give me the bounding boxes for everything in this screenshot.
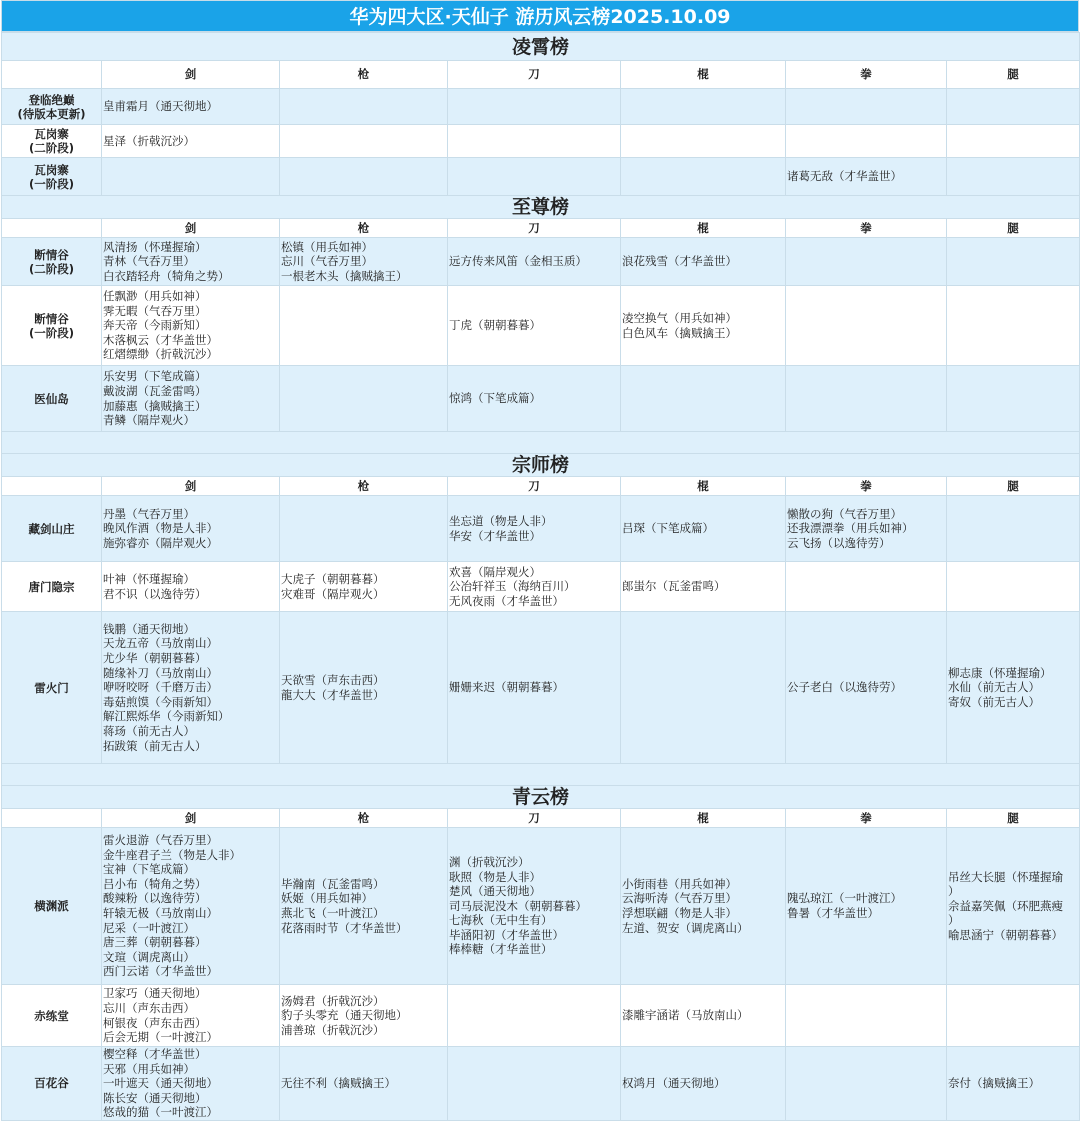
- table-row: [2, 1047, 1080, 1121]
- ranking-entry: 咿呀咬呀（千磨万击）: [103, 680, 218, 695]
- ranking-entry: ）: [948, 913, 960, 928]
- ranking-entry: 耿照（物是人非）: [449, 869, 541, 884]
- row-label-entry: 藏剑山庄: [28, 521, 75, 536]
- ranking-entry: 吕琛（下笔成篇）: [622, 521, 714, 536]
- ranking-entry: 诸葛无敌（才华盖世）: [787, 169, 902, 184]
- ranking-cell: [102, 985, 280, 1047]
- row-label-entry: 雷火门: [34, 680, 69, 695]
- table-row: [2, 828, 1080, 985]
- header-corner: [2, 809, 102, 828]
- ranking-cell: [786, 125, 947, 158]
- row-label-cell: [2, 562, 102, 612]
- column-header: 枪: [280, 809, 448, 828]
- ranking-cell: [102, 89, 280, 125]
- ranking-cell: [448, 286, 621, 366]
- row-label-entry: (一阶段): [28, 325, 74, 340]
- column-header: 腿: [947, 477, 1080, 496]
- column-header: 棍: [621, 219, 786, 238]
- ranking-cell: [102, 238, 280, 286]
- ranking-entry: 凌空换气（用兵如神）: [622, 310, 737, 325]
- ranking-entry: 左道、贺安（调虎离山）: [622, 920, 749, 935]
- row-label-cell: [2, 286, 102, 366]
- ranking-entry: 柯银夜（声东击西）: [103, 1015, 207, 1030]
- ranking-entry: 皇甫霜月（通天彻地）: [103, 99, 218, 114]
- ranking-entry: 酸辣粉（以逸待劳）: [103, 891, 207, 906]
- ranking-cell: [448, 238, 621, 286]
- table-row: [2, 985, 1080, 1047]
- row-label-cell: [2, 158, 102, 196]
- spacer-row: [2, 432, 1080, 454]
- ranking-entry: 解江熙烁华（今雨新知）: [103, 709, 230, 724]
- table-row: [2, 496, 1080, 562]
- ranking-cell: [280, 366, 448, 432]
- ranking-entry: 坐忘道（物是人非）: [449, 513, 553, 528]
- ranking-entry: 柳志康（怀瑾握瑜）: [948, 665, 1052, 680]
- ranking-entry: 云海听涛（气吞万里）: [622, 891, 737, 906]
- ranking-entry: 后会无期（一叶渡江）: [103, 1030, 218, 1045]
- table-row: [2, 286, 1080, 366]
- ranking-entry: 风清扬（怀瑾握瑜）: [103, 239, 207, 254]
- row-label-entry: (待版本更新): [17, 106, 86, 121]
- header-corner: [2, 219, 102, 238]
- ranking-cell: [621, 612, 786, 764]
- header-corner: [2, 61, 102, 89]
- ranking-cell: [448, 985, 621, 1047]
- section-title: 至尊榜: [2, 196, 1080, 219]
- table-row: [2, 238, 1080, 286]
- ranking-cell: [947, 158, 1080, 196]
- ranking-entry: 惊鸿（下笔成篇）: [449, 391, 541, 406]
- ranking-entry: 金牛座君子兰（物是人非）: [103, 847, 241, 862]
- column-header: 腿: [947, 219, 1080, 238]
- ranking-entry: 浮想联翩（物是人非）: [622, 906, 737, 920]
- ranking-entry: 白衣踏轻舟（犄角之势）: [103, 268, 230, 283]
- ranking-entry: 戴波湖（瓦釜雷鸣）: [103, 383, 207, 398]
- ranking-entry: 悠哉的猫（一叶渡江）: [103, 1105, 218, 1120]
- ranking-cell: [947, 828, 1080, 985]
- ranking-entry: 木落枫云（才华盖世）: [103, 332, 218, 347]
- ranking-entry: 云飞扬（以逸待劳）: [787, 535, 891, 550]
- ranking-entry: 灾难哥（隔岸观火）: [281, 586, 385, 601]
- ranking-entry: 佘益嘉笑佩（环肥燕瘦: [948, 898, 1063, 913]
- section-title: 凌霄榜: [2, 33, 1080, 61]
- ranking-entry: 叶神（怀瑾握瑜）: [103, 571, 195, 586]
- ranking-cell: [947, 562, 1080, 612]
- ranking-entry: 华安（才华盖世）: [449, 528, 541, 543]
- ranking-cell: [448, 125, 621, 158]
- ranking-entry: 漆雕宇涵诺（马放南山）: [622, 1008, 749, 1023]
- ranking-entry: 松镇（用兵如神）: [281, 239, 373, 254]
- column-header: 拳: [786, 477, 947, 496]
- ranking-entry: 樱空释（才华盖世）: [103, 1047, 207, 1061]
- ranking-cell: [621, 496, 786, 562]
- ranking-cell: [280, 286, 448, 366]
- row-label-cell: [2, 1047, 102, 1121]
- row-label-cell: [2, 366, 102, 432]
- ranking-entry: 宝神（下笔成篇）: [103, 862, 195, 877]
- ranking-cell: [280, 612, 448, 764]
- row-label-entry: 断情谷: [34, 311, 69, 326]
- ranking-entry: 忘川（声东击西）: [103, 1000, 195, 1015]
- ranking-entry: 尼采（一叶渡江）: [103, 920, 195, 935]
- ranking-cell: [448, 828, 621, 985]
- ranking-entry: 毕瀚南（瓦釜雷鸣）: [281, 876, 385, 891]
- ranking-entry: 吕小布（犄角之势）: [103, 876, 207, 891]
- ranking-entry: 钱鹏（通天彻地）: [103, 621, 195, 636]
- ranking-entry: 寄奴（前无古人）: [948, 694, 1040, 709]
- ranking-cell: [102, 828, 280, 985]
- ranking-entry: 七海秋（无中生有）: [449, 913, 553, 928]
- ranking-entry: 大虎子（朝朝暮暮）: [281, 571, 385, 586]
- column-header: 剑: [102, 61, 280, 89]
- ranking-cell: [280, 238, 448, 286]
- section-title: 青云榜: [2, 786, 1080, 809]
- row-label-entry: (二阶段): [28, 141, 74, 155]
- ranking-cell: [947, 612, 1080, 764]
- ranking-cell: [280, 496, 448, 562]
- ranking-entry: 鲁暑（才华盖世）: [787, 906, 879, 920]
- ranking-cell: [448, 496, 621, 562]
- ranking-entry: 西门云诺（才华盖世）: [103, 964, 218, 979]
- ranking-cell: [947, 286, 1080, 366]
- ranking-entry: 郎蚩尔（瓦釜雷鸣）: [622, 579, 726, 594]
- row-label-entry: 断情谷: [34, 247, 69, 262]
- ranking-entry: 权鸿月（通天彻地）: [622, 1076, 726, 1091]
- ranking-entry: 忘川（气吞万里）: [281, 254, 373, 269]
- ranking-entry: 天欲雪（声东击西）: [281, 672, 385, 687]
- ranking-entry: 轩辕无极（马放南山）: [103, 906, 218, 920]
- ranking-entry: 青林（气吞万里）: [103, 254, 195, 269]
- ranking-entry: 奈付（擒贼擒王）: [948, 1076, 1040, 1091]
- row-label-cell: [2, 238, 102, 286]
- row-label-cell: [2, 89, 102, 125]
- row-label-entry: (一阶段): [28, 176, 74, 191]
- ranking-entry: 妖姬（用兵如神）: [281, 891, 373, 906]
- ranking-cell: [102, 562, 280, 612]
- header-corner: [2, 477, 102, 496]
- ranking-cell: [280, 89, 448, 125]
- row-label-entry: 瓦岗寨: [34, 127, 69, 141]
- column-header: 刀: [448, 61, 621, 89]
- ranking-cell: [786, 612, 947, 764]
- ranking-entry: 乐安男（下笔成篇）: [103, 369, 207, 384]
- column-header: 腿: [947, 61, 1080, 89]
- ranking-entry: 无往不利（擒贼擒王）: [281, 1076, 396, 1091]
- ranking-cell: [448, 612, 621, 764]
- column-header: 拳: [786, 219, 947, 238]
- column-header: 棍: [621, 61, 786, 89]
- row-label-cell: [2, 612, 102, 764]
- column-header: 腿: [947, 809, 1080, 828]
- ranking-cell: [448, 89, 621, 125]
- column-header: 剑: [102, 219, 280, 238]
- ranking-entry: 无风夜雨（才华盖世）: [449, 593, 564, 608]
- ranking-cell: [280, 1047, 448, 1121]
- row-label-cell: [2, 125, 102, 158]
- ranking-cell: [102, 366, 280, 432]
- ranking-cell: [102, 496, 280, 562]
- ranking-cell: [786, 985, 947, 1047]
- column-header: 刀: [448, 477, 621, 496]
- ranking-entry: 陈长安（通天彻地）: [103, 1090, 207, 1105]
- ranking-entry: 青鳞（隔岸观火）: [103, 413, 195, 428]
- column-header: 棍: [621, 477, 786, 496]
- ranking-entry: 晚风作酒（物是人非）: [103, 521, 218, 536]
- table-row: [2, 612, 1080, 764]
- ranking-entry: 文瑄（调虎离山）: [103, 949, 195, 964]
- spacer-row: [2, 764, 1080, 786]
- row-label-cell: [2, 828, 102, 985]
- ranking-entry: 雷火退游（气吞万里）: [103, 833, 218, 848]
- ranking-table: [1, 32, 1080, 1121]
- ranking-entry: 公子老白（以逸待劳）: [787, 680, 902, 695]
- ranking-entry: 浪花残雪（才华盖世）: [622, 254, 737, 269]
- ranking-cell: [786, 89, 947, 125]
- ranking-entry: 毒菇煎馍（今雨新知）: [103, 694, 218, 709]
- ranking-entry: 吊丝大长腿（怀瑾握瑜: [948, 869, 1063, 884]
- ranking-cell: [786, 366, 947, 432]
- ranking-entry: 楚风（通天彻地）: [449, 884, 541, 899]
- ranking-entry: 君不识（以逸待劳）: [103, 586, 207, 601]
- ranking-entry: 棒棒糖（才华盖世）: [449, 942, 553, 957]
- ranking-entry: 丹墨（气吞万里）: [103, 506, 195, 521]
- table-row: [2, 366, 1080, 432]
- row-label-entry: (二阶段): [28, 261, 74, 276]
- ranking-cell: [786, 158, 947, 196]
- ranking-entry: 渊（折戟沉沙）: [449, 854, 530, 869]
- ranking-cell: [947, 89, 1080, 125]
- column-header: 枪: [280, 61, 448, 89]
- row-label-entry: 登临绝巅: [28, 92, 75, 107]
- ranking-entry: 天邪（用兵如神）: [103, 1061, 195, 1076]
- row-label-cell: [2, 985, 102, 1047]
- column-header: 拳: [786, 61, 947, 89]
- ranking-cell: [280, 562, 448, 612]
- ranking-entry: 欢喜（隔岸观火）: [449, 564, 541, 579]
- column-header: 枪: [280, 219, 448, 238]
- ranking-cell: [448, 158, 621, 196]
- column-header: 剑: [102, 809, 280, 828]
- section-title: 宗师榜: [2, 454, 1080, 477]
- ranking-entry: 任飘渺（用兵如神）: [103, 289, 207, 304]
- ranking-entry: 红熠缥缈（折戟沉沙）: [103, 347, 218, 362]
- ranking-entry: 奔天帝（今雨新知）: [103, 318, 207, 333]
- ranking-entry: 随缘补刀（马放南山）: [103, 665, 218, 680]
- column-header: 拳: [786, 809, 947, 828]
- ranking-entry: 霁无暇（气吞万里）: [103, 303, 207, 318]
- ranking-cell: [947, 238, 1080, 286]
- ranking-entry: 尤少华（朝朝暮暮）: [103, 651, 207, 666]
- row-label-entry: 百花谷: [34, 1076, 69, 1091]
- ranking-cell: [786, 238, 947, 286]
- column-header: 刀: [448, 219, 621, 238]
- ranking-entry: 司马辰泥没木（朝朝暮暮）: [449, 898, 587, 913]
- ranking-entry: 龍大大（才华盖世）: [281, 687, 385, 702]
- ranking-cell: [621, 238, 786, 286]
- ranking-entry: 懒散の狗（气吞万里）: [787, 506, 902, 521]
- row-label-entry: 医仙岛: [34, 391, 69, 406]
- ranking-entry: 浦善琼（折戟沉沙）: [281, 1022, 385, 1037]
- ranking-cell: [621, 366, 786, 432]
- column-header: 棍: [621, 809, 786, 828]
- column-header: 枪: [280, 477, 448, 496]
- ranking-cell: [102, 286, 280, 366]
- ranking-cell: [280, 158, 448, 196]
- ranking-cell: [786, 1047, 947, 1121]
- ranking-cell: [621, 985, 786, 1047]
- ranking-cell: [786, 828, 947, 985]
- ranking-entry: 水仙（前无古人）: [948, 680, 1040, 695]
- ranking-cell: [621, 286, 786, 366]
- ranking-cell: [786, 496, 947, 562]
- ranking-cell: [786, 286, 947, 366]
- ranking-cell: [448, 1047, 621, 1121]
- ranking-entry: 汤姆君（折戟沉沙）: [281, 993, 385, 1008]
- ranking-cell: [621, 89, 786, 125]
- row-label-entry: 横渊派: [34, 899, 69, 913]
- ranking-cell: [280, 125, 448, 158]
- ranking-entry: 喻思涵宁（朝朝暮暮）: [948, 927, 1063, 942]
- ranking-entry: 豹子头零充（通天彻地）: [281, 1008, 408, 1023]
- column-header: 剑: [102, 477, 280, 496]
- ranking-cell: [621, 828, 786, 985]
- ranking-cell: [102, 1047, 280, 1121]
- table-row: [2, 125, 1080, 158]
- column-header: 刀: [448, 809, 621, 828]
- ranking-cell: [621, 562, 786, 612]
- row-label-cell: [2, 496, 102, 562]
- ranking-cell: [947, 366, 1080, 432]
- ranking-entry: 一根老木头（擒贼擒王）: [281, 268, 408, 283]
- ranking-cell: [947, 985, 1080, 1047]
- ranking-entry: 施弥睿亦（隔岸观火）: [103, 535, 218, 550]
- ranking-entry: 花落雨时节（才华盖世）: [281, 920, 408, 935]
- ranking-cell: [280, 828, 448, 985]
- ranking-cell: [947, 125, 1080, 158]
- ranking-entry: 星泽（折戟沉沙）: [103, 133, 195, 148]
- ranking-cell: [102, 612, 280, 764]
- ranking-entry: 隗弘琼江（一叶渡江）: [787, 891, 902, 906]
- ranking-cell: [621, 158, 786, 196]
- ranking-entry: 加藤惠（擒贼擒王）: [103, 398, 207, 413]
- ranking-entry: 公冶轩祥玉（海纳百川）: [449, 579, 576, 594]
- ranking-entry: 远方传来风笛（金相玉质）: [449, 254, 587, 269]
- table-row: [2, 89, 1080, 125]
- ranking-cell: [947, 496, 1080, 562]
- ranking-cell: [280, 985, 448, 1047]
- table-row: [2, 562, 1080, 612]
- row-label-entry: 瓦岗寨: [34, 162, 69, 177]
- ranking-sheet: [1, 0, 1079, 1121]
- ranking-entry: 一叶遮天（通天彻地）: [103, 1076, 218, 1091]
- ranking-cell: [947, 1047, 1080, 1121]
- ranking-entry: 唐三葬（朝朝暮暮）: [103, 935, 207, 950]
- ranking-entry: 天龙五帝（马放南山）: [103, 636, 218, 651]
- ranking-cell: [448, 366, 621, 432]
- sheet-title: 华为四大区·天仙子 游历风云榜2025.10.09: [1, 0, 1079, 32]
- ranking-cell: [448, 562, 621, 612]
- ranking-cell: [102, 125, 280, 158]
- ranking-cell: [621, 1047, 786, 1121]
- ranking-entry: 毕涵阳初（才华盖世）: [449, 927, 564, 942]
- row-label-entry: 赤练堂: [34, 1008, 69, 1023]
- ranking-cell: [786, 562, 947, 612]
- ranking-cell: [621, 125, 786, 158]
- ranking-entry: 丁虎（朝朝暮暮）: [449, 318, 541, 333]
- ranking-entry: 姗姗来迟（朝朝暮暮）: [449, 680, 564, 695]
- ranking-entry: 小街雨巷（用兵如神）: [622, 876, 737, 891]
- table-row: [2, 158, 1080, 196]
- ranking-cell: [102, 158, 280, 196]
- ranking-entry: 燕北飞（一叶渡江）: [281, 906, 385, 920]
- ranking-entry: 蒋玚（前无古人）: [103, 723, 195, 738]
- ranking-entry: 还我漂漂拳（用兵如神）: [787, 521, 914, 536]
- ranking-entry: 卫家巧（通天彻地）: [103, 986, 207, 1001]
- ranking-entry: ）: [948, 884, 960, 899]
- ranking-entry: 拓跋策（前无古人）: [103, 738, 207, 753]
- ranking-entry: 白色风车（擒贼擒王）: [622, 325, 737, 340]
- row-label-entry: 唐门隐宗: [28, 579, 75, 594]
